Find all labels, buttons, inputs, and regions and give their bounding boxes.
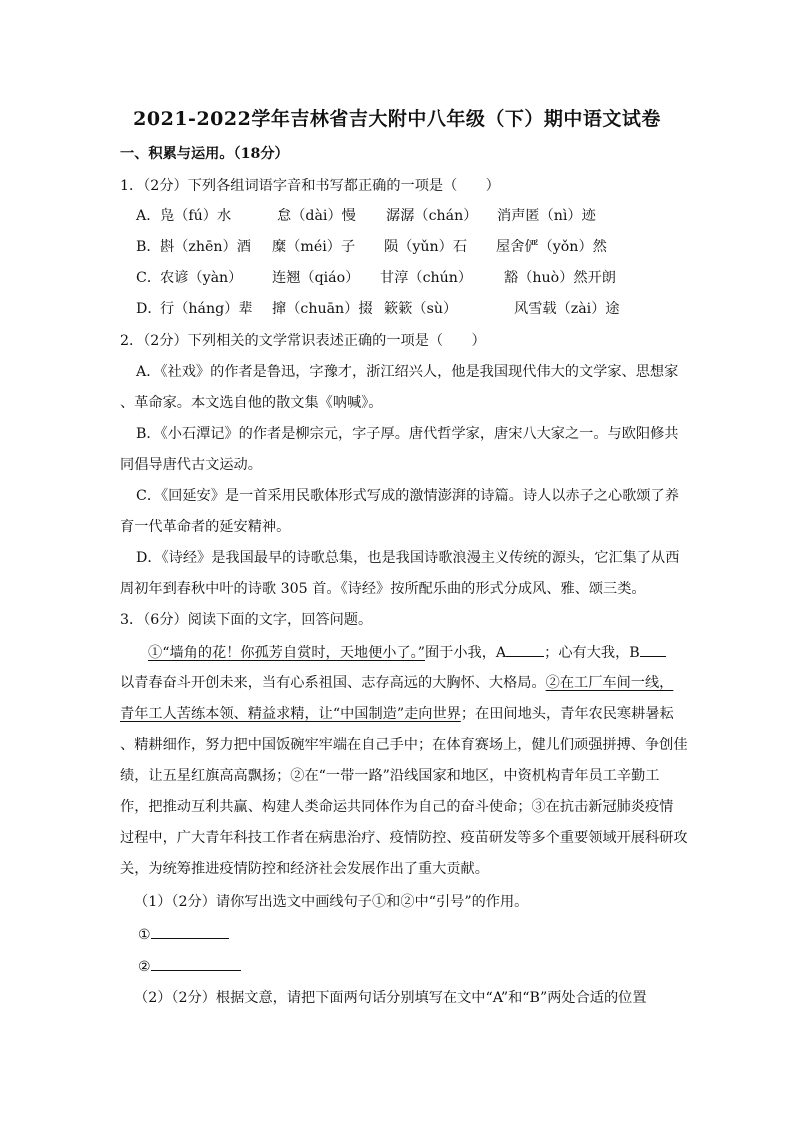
option-item: 糜（méi）子 — [272, 239, 356, 255]
option-item: 撺（chuān）掇 — [272, 301, 373, 317]
q3-passage-line5: 绩，让五星红旗高高飘扬；②在“一带一路”沿线国家和地区，中资机构青年员工辛勤工 — [120, 768, 660, 784]
underlined-sentence-2-start: ②在工厂车间一线， — [545, 675, 674, 691]
option-item: 斟（zhēn）酒 — [160, 239, 251, 255]
answer-line-1: ① — [138, 924, 229, 945]
q2-option-b-line1: B．《小石潭记》的作者是柳宗元，字子厚。唐代哲学家，唐宋八大家之一。与欧阳修共 — [136, 426, 679, 442]
option-item: 风雪载（zài）途 — [514, 301, 620, 317]
q1-stem: 1．（2分）下列各组词语字音和书写都正确的一项是（ ） — [120, 178, 500, 194]
q3-passage-line7: 过程中，广大青年科技工作者在病患治疗、疫情防控、疫苗研发等多个重要领域开展科研攻 — [120, 830, 688, 846]
blank-a — [506, 642, 544, 657]
option-item: 消声匿（nì）迹 — [497, 208, 596, 224]
q2-option-c-line1: C．《回延安》是一首采用民歌体形式写成的激情澎湃的诗篇。诗人以赤子之心歌颂了养 — [136, 488, 679, 504]
option-label: D． — [136, 301, 162, 317]
option-item: 行（háng）辈 — [160, 301, 253, 317]
option-item: 甘淳（chún） — [380, 270, 473, 286]
option-item: 连翘（qiáo） — [272, 270, 360, 286]
option-item: 簌簌（sù） — [384, 301, 458, 317]
q2-option-b-line2: 同倡导唐代古文运动。 — [120, 457, 262, 473]
q2-option-c-line2: 育一代革命者的延安精神。 — [120, 519, 291, 535]
option-item: 凫（fú）水 — [160, 208, 232, 224]
option-item: 农谚（yàn） — [160, 270, 243, 286]
underlined-sentence-2-end: 青年工人苦练本领、精益求精，让“中国制造”走向世界 — [120, 706, 461, 722]
q3-stem: 3．（6分）阅读下面的文字，回答问题。 — [120, 612, 373, 628]
q2-option-d-line2: 周初年到春秋中叶的诗歌 305 首。《诗经》按所配乐曲的形式分成风、雅、颂三类。 — [120, 581, 646, 597]
option-item: 陨（yǔn）石 — [384, 239, 468, 255]
exam-title: 2021-2022学年吉林省吉大附中八年级（下）期中语文试卷 — [133, 108, 661, 130]
q2-stem: 2．（2分）下列相关的文学常识表述正确的一项是（ ） — [120, 333, 486, 349]
option-label: C． — [136, 270, 162, 286]
q3-sub2: （2）（2分）根据文意，请把下面两句话分别填写在文中“A”和“B”两处合适的位置 — [134, 990, 647, 1006]
option-label: A． — [136, 208, 161, 224]
q3-passage-line3: 青年工人苦练本领、精益求精，让“中国制造”走向世界；在田间地头，青年农民寒耕暑耘 — [120, 706, 674, 722]
blank-b — [640, 642, 666, 657]
q3-passage-line1: ①“墙角的花！你孤芳自赏时，天地便小了。”囿于小我，A ；心有大我，B — [148, 642, 666, 663]
answer-blank-1[interactable] — [151, 924, 229, 939]
section-heading: 一、积累与运用。（18分） — [120, 146, 289, 162]
option-item: 豁（huò）然开朗 — [504, 270, 616, 286]
answer-blank-2[interactable] — [151, 956, 241, 971]
q3-sub1: （1）（2分）请你写出选文中画线句子①和②中“引号”的作用。 — [134, 894, 529, 910]
option-item: 怠（dài）慢 — [277, 208, 356, 224]
q2-option-a-line2: 、革命家。本文选自他的散文集《呐喊》。 — [120, 395, 383, 411]
underlined-sentence-1: ①“墙角的花！你孤芳自赏时，天地便小了。” — [148, 645, 425, 661]
option-label: B． — [136, 239, 161, 255]
q2-option-a-line1: A．《社戏》的作者是鲁迅，字豫才，浙江绍兴人，他是我国现代伟大的文学家、思想家 — [136, 364, 679, 380]
option-item: 屋舍俨（yǒn）然 — [496, 239, 607, 255]
q3-passage-line8: 关，为统筹推进疫情防控和经济社会发展作出了重大贡献。 — [120, 861, 489, 877]
q3-passage-line4: 、精耕细作，努力把中国饭碗牢牢端在自己手中；在体育赛场上，健儿们顽强拼搏、争创佳 — [120, 737, 688, 753]
q3-passage-line6: 作，把推动互利共赢、构建人类命运共同体作为自己的奋斗使命；③在抗击新冠肺炎疫情 — [120, 799, 674, 815]
q3-passage-line2: 以青春奋斗开创未来，当有心系祖国、志存高远的大胸怀、大格局。②在工厂车间一线， — [120, 675, 674, 691]
answer-line-2: ② — [138, 956, 241, 977]
option-item: 潺潺（chán） — [386, 208, 478, 224]
q2-option-d-line1: D．《诗经》是我国最早的诗歌总集，也是我国诗歌浪漫主义传统的源头，它汇集了从西 — [136, 550, 680, 566]
